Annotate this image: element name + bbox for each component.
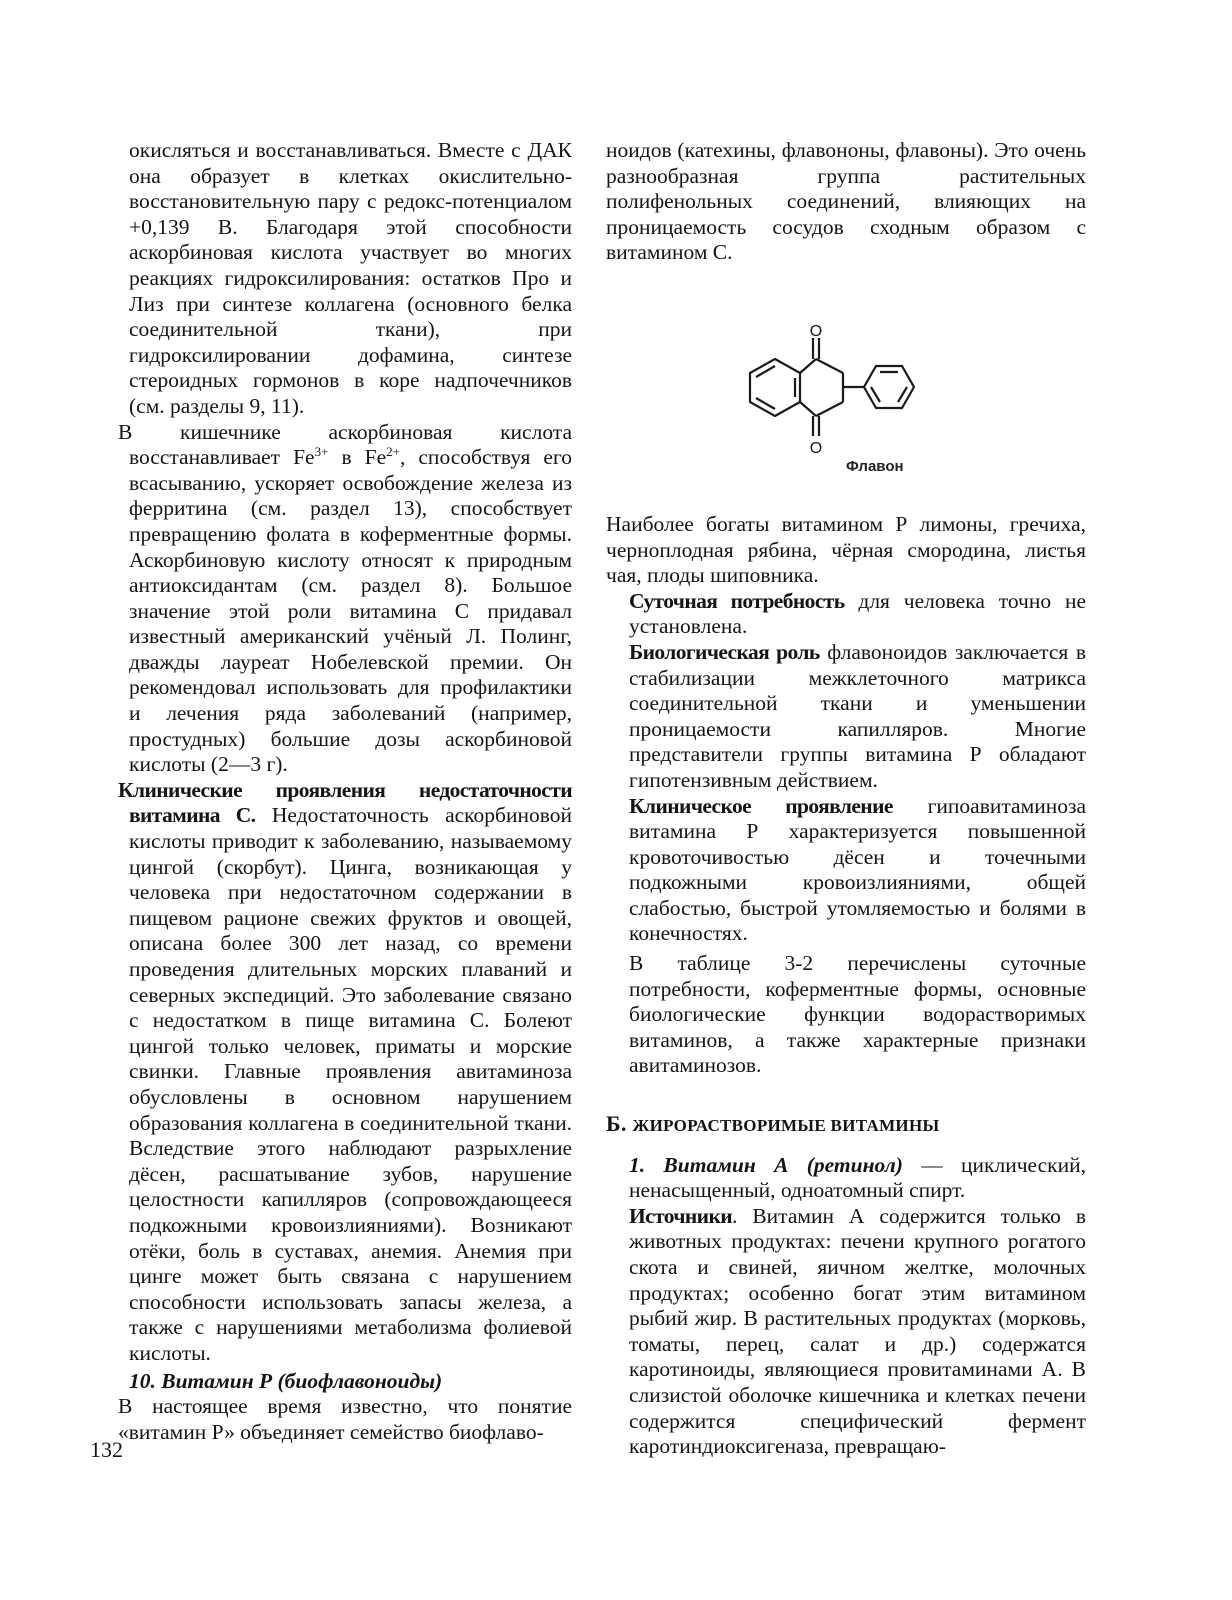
oxygen-atom-bottom: O [809, 439, 823, 457]
figure-caption: Флавон [846, 457, 904, 475]
subheading-vitamin-p: 10. Витамин Р (биофлавоноиды) [129, 1368, 443, 1393]
text-segment: гипоавитаминоза витамина Р характеризуется повышенной кровоточивостью дёсен и точечными подкожными кровоизлияниями, общей слабостью, быстрой утомляемостью и болями в конечностях. [629, 793, 1086, 946]
paragraph-vitamin-p-sources: Наиболее богаты витамином Р лимоны, гречиха, черноплодная рябина, чёрная смородина, листья чая, плоды шиповника. [606, 511, 1086, 588]
paragraph-biological-role [606, 640, 1086, 794]
section-heading [606, 1111, 1086, 1139]
text-segment: в Fe [328, 445, 387, 470]
paragraph-scurvy [118, 778, 572, 1367]
section-letter: Б. [606, 1111, 627, 1137]
term-daily-requirement: Суточная потребность [629, 588, 845, 613]
text-segment: . Витамин А содержится только в животных продуктах: печени крупного рогатого скота и свиней, яичном желтке, молочных продуктах; особенно богат этим витамином рыбий жир. В растительных продуктах (морковь, томаты, перец, салат и др.) содержатся каротиноиды, являющиеся провитаминами А. В слизистой оболочке кишечника и клетках печени содержится специфический фермент каротиндиоксигеназа, превращаю- [629, 1203, 1086, 1459]
text-segment: для человека точно не установлена. [629, 588, 1086, 639]
superscript-fe3: 3+ [314, 443, 329, 459]
bond [800, 402, 816, 416]
paragraph-clinical-manifestation [606, 794, 1086, 948]
text-segment: — циклический, ненасыщенный, одноатомный спирт. [629, 1152, 1086, 1203]
bond [816, 359, 843, 373]
superscript-fe2: 2+ [386, 443, 400, 459]
bond [816, 402, 843, 416]
text-segment: , способствуя его всасыванию, ускоряет освобождение железа из ферритина (см. раздел 13), способствует превращению фолата в коферментные формы. Аскорбиновую кислоту относят к природным антиоксидантам (см. раздел 8). Большое значение этой роли витамина С придавал известный американский учёный Л. Полинг, дважды лауреат Нобелевской премии. Он рекомендовал использовать для профилактики и лечения ряда заболеваний (например, простудных) большие дозы аскорбиновой кислоты (2—3 г). [129, 445, 573, 777]
paragraph-ascorbate-redox: окисляться и восстанавливаться. Вместе с ДАК она образует в клетках окислительно-восстановительную пару с редокс-потенциалом +0,139 В. Благодаря этой способности аскорбиновая кислота участвует во многих реакциях гидроксилирования: остатков Про и Лиз при синтезе коллагена (основного белка соединительной ткани), при гидроксилировании дофамина, синтезе стероидных гормонов в коре надпочечников (см. разделы 9, 11). [129, 138, 572, 418]
text-segment: В кишечнике аскорбиновая кислота восстанавливает Fe [118, 419, 572, 470]
benzene-ring [750, 359, 800, 416]
term-vitamin-a: 1. Витамин А (ретинол) [629, 1152, 903, 1177]
page-number: 132 [90, 1437, 123, 1462]
term-sources: Источники [629, 1203, 733, 1228]
term-clinical-manifestations: Клинические проявления недостаточности витамина С. [118, 777, 572, 828]
paragraph-vitamin-a-definition [606, 1153, 1086, 1204]
term-clinical-manifestation: Клиническое проявление [629, 793, 893, 818]
term-biological-role: Биологическая роль [629, 639, 820, 664]
paragraph-vitamin-a-sources [606, 1204, 1086, 1460]
text-segment: Недостаточность аскорбиновой кислоты приводит к заболеванию, называемому цингой (скорбут). Цинга, возникающая у человека при недостаточном содержании в пищевом рационе свежих фруктов и овощей, описана более 300 лет назад, со времени проведения длительных морских плаваний и северных экспедиций. Это заболевание связано с недостатком в пище витамина С. Болеют цингой только человек, приматы и морские свинки. Главные проявления авитаминоза обусловлены в основном нарушением образования коллагена в соединительной ткани. Вследствие этого наблюдают разрыхление дёсен, расшатывание зубов, нарушение целостности капилляров (сопровождающееся подкожными кровоизлияниями). Возникают отёки, боль в суставах, анемия. Анемия при цинге может быть связана с нарушением способности использовать запасы железа, а также с нарушениями метаболизма фолиевой кислоты. [129, 803, 572, 1365]
flavone-structure-figure [606, 276, 1086, 498]
text-segment: флавоноидов заключается в стабилизации межклеточного матрикса соединительной ткани и уменьшении проницаемости капилляров. Многие представители группы витамина Р обладают гипотензивным действием. [629, 639, 1086, 792]
right-column [606, 138, 1086, 1460]
paragraph-vitamin-p-intro: В настоящее время известно, что понятие «витамин Р» объединяет семейство биофлаво- [118, 1394, 572, 1444]
oxygen-atom-top: O [809, 322, 823, 340]
paragraph-flavonoids: ноидов (катехины, флавононы, флавоны). Это очень разнообразная группа растительных полифенольных соединений, влияющих на проницаемость сосудов сходным образом с витамином С. [606, 138, 1086, 265]
paragraph-table-reference: В таблице 3-2 перечислены суточные потребности, коферментные формы, основные биологические функции водорастворимых витаминов, а также характерные признаки авитаминозов. [629, 951, 1086, 1078]
bond [800, 359, 816, 373]
left-column [118, 138, 572, 1445]
paragraph-daily-requirement [606, 589, 1086, 640]
paragraph-iron-absorption [118, 420, 572, 778]
section-title: ЖИРОРАСТВОРИМЫЕ ВИТАМИНЫ [632, 1116, 940, 1136]
